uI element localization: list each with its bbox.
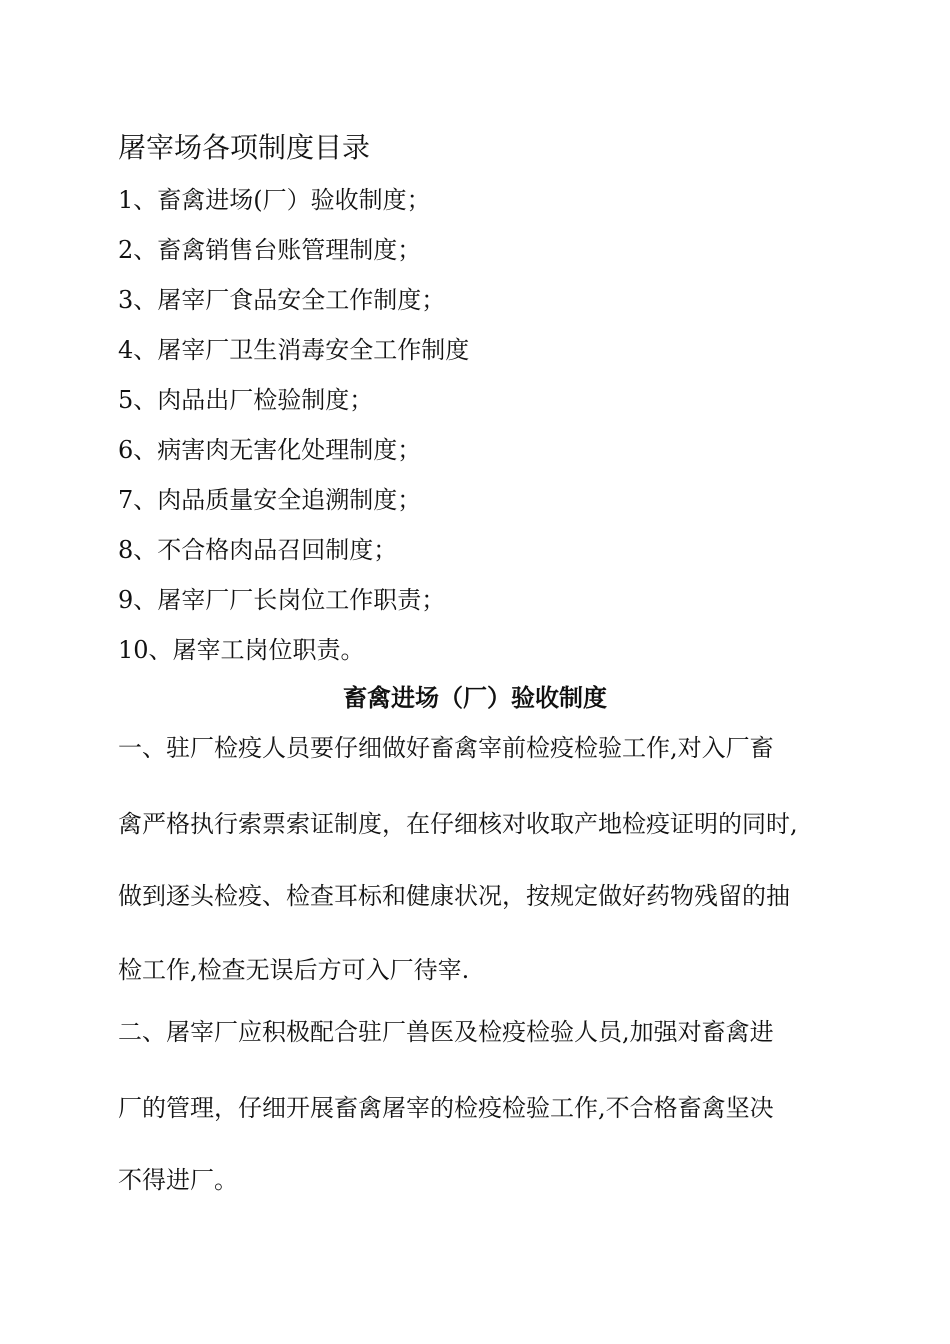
toc-item-6: 6、病害肉无害化处理制度； <box>118 436 422 464</box>
paragraph-2-line-3: 不得进厂。 <box>118 1166 238 1194</box>
toc-item-7: 7、肉品质量安全追溯制度； <box>118 486 422 514</box>
page-title: 屠宰场各项制度目录 <box>118 131 371 164</box>
paragraph-2-line-1: 二、屠宰厂应积极配合驻厂兽医及检疫检验人员,加强对畜禽进 <box>118 1018 774 1046</box>
table-of-contents <box>118 180 469 680</box>
toc-item-3: 3、屠宰厂食品安全工作制度； <box>118 286 446 314</box>
paragraph-1-line-3: 做到逐头检疫、检查耳标和健康状况，按规定做好药物残留的抽 <box>118 882 790 910</box>
paragraph-1-line-1: 一、驻厂检疫人员要仔细做好畜禽宰前检疫检验工作,对入厂畜 <box>118 734 774 762</box>
toc-item-2: 2、畜禽销售台账管理制度； <box>118 236 422 264</box>
toc-item-4: 4、屠宰厂卫生消毒安全工作制度 <box>118 336 470 364</box>
toc-item-5: 5、肉品出厂检验制度； <box>118 386 374 414</box>
section-heading: 畜禽进场（厂）验收制度 <box>343 684 607 712</box>
toc-item-10: 10、屠宰工岗位职责。 <box>118 636 365 664</box>
paragraph-1-line-4: 检工作,检查无误后方可入厂待宰. <box>118 956 470 984</box>
toc-item-9: 9、屠宰厂厂长岗位工作职责； <box>118 586 446 614</box>
paragraph-1-line-2: 禽严格执行索票索证制度，在仔细核对收取产地检疫证明的同时, <box>118 810 798 838</box>
paragraph-2-line-2: 厂的管理，仔细开展畜禽屠宰的检疫检验工作,不合格畜禽坚决 <box>118 1094 774 1122</box>
toc-item-1: 1、畜禽进场(厂）验收制度； <box>118 186 431 214</box>
toc-item-8: 8、不合格肉品召回制度； <box>118 536 398 564</box>
